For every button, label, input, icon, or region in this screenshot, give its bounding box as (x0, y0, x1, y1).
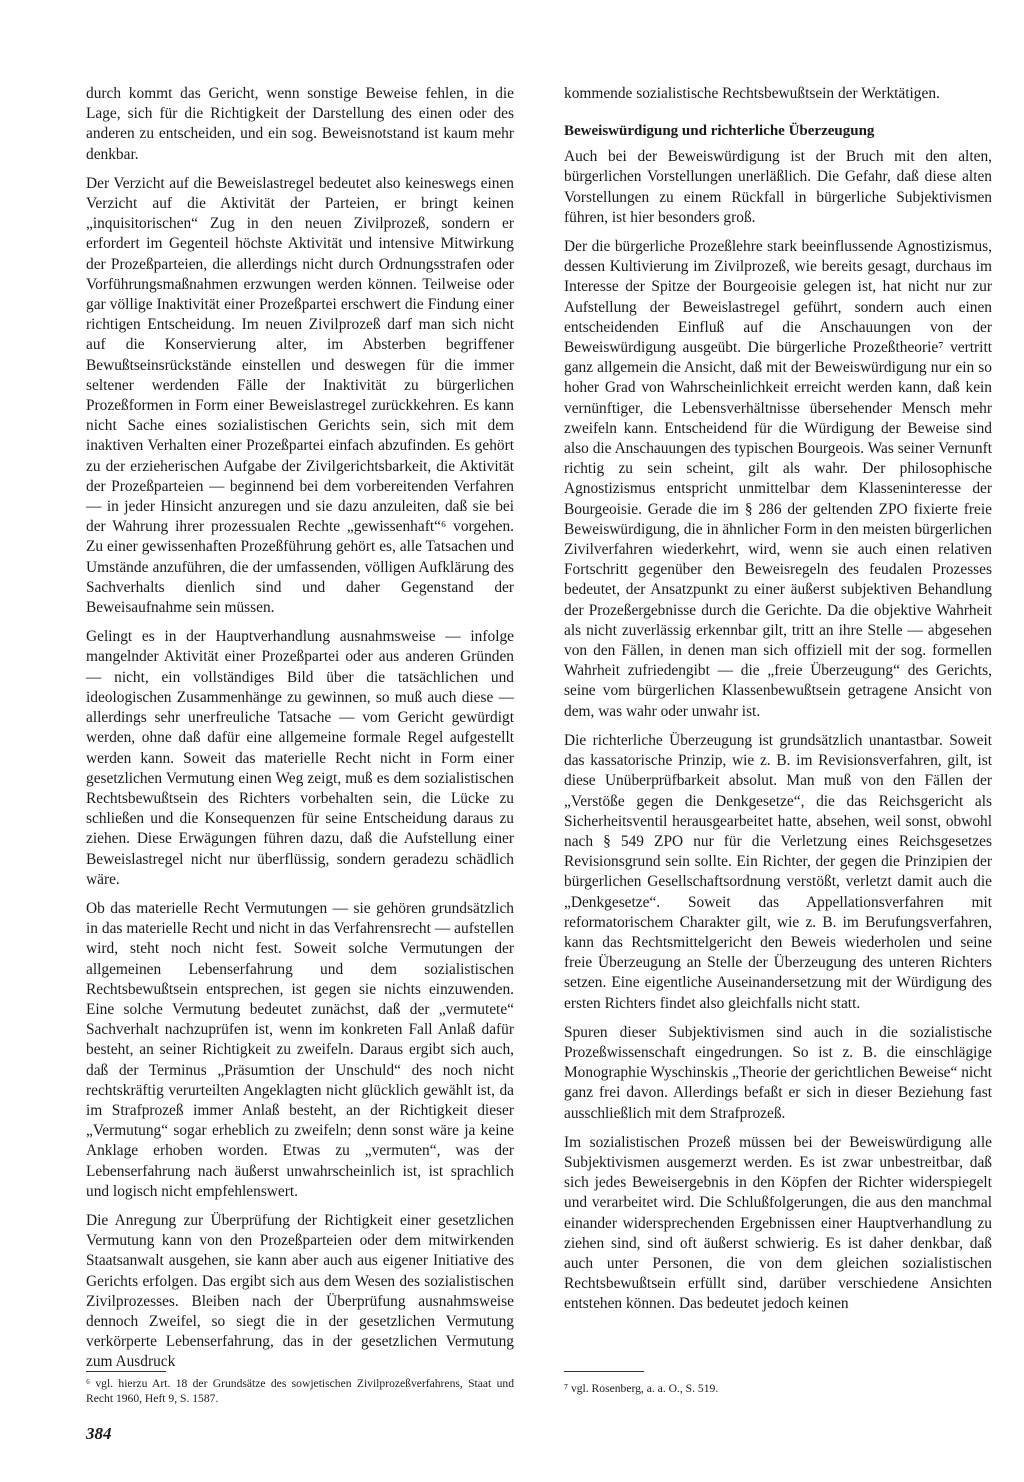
paragraph: Gelingt es in der Hauptverhandlung ausnahmsweise — infolge mangelnder Aktivität einer Prozeßpartei oder aus anderen Gründen — nicht, ein vollständiges Bild über die tatsächlichen und ideologischen Zusammenhänge zu gewinnen, so muß auch diese — allerdings sehr unerfreuliche Tatsache — vom Gericht gewürdigt werden, ohne daß dafür eine allgemeine formale Regel aufgestellt werden kann. Soweit das materielle Recht nicht in Form einer gesetzlichen Vermutung einen Weg zeigt, muß es dem sozialistischen Rechtsbewußtsein des Richters vorbehalten sein, die Lücke zu schließen und die Konsequenzen für seine Entscheidung daraus zu ziehen. Diese Erwägungen führen dazu, daß die Aufstellung einer Beweislastregel nicht nur überflüssig, sondern geradezu schädlich wäre. (86, 628, 514, 888)
paragraph: Auch bei der Beweiswürdigung ist der Bruch mit den alten, bürgerlichen Vorstellungen unerläßlich. Die Gefahr, daß diese alten Vorstellungen zu einem Rückfall in bürgerliche Subjektivismen führen, ist hier besonders groß. (564, 148, 992, 226)
footnote-left: ⁶ vgl. hierzu Art. 18 der Grundsätze des sowjetischen Zivilprozeßverfahrens, Staat und Recht 1960, Heft 9, S. 1587. (86, 1377, 514, 1405)
footnote-divider (86, 1371, 166, 1372)
paragraph: Der die bürgerliche Prozeßlehre stark beeinflussende Agnostizismus, dessen Kultivierung im Zivilprozeß, wie bereits gesagt, durchaus im Interesse der Spitze der Bourgeoisie gelegen ist, hat nicht nur zur Aufstellung der Beweislastregel geführt, sondern auch einen entscheidenden Einfluß auf die Anschauungen von der Beweiswürdigung ausgeübt. Die bürgerliche Prozeßtheorie⁷ vertritt ganz allgemein die Ansicht, daß mit der Beweiswürdigung nur ein so hoher Grad von Wahrscheinlichkeit erreicht werden kann, daß kein vernünftiger, die Lebensverhältnisse übersehender Mensch mehr zweifeln kann. Entscheidend für die Würdigung der Beweise sind also die Anschauungen des typischen Bourgeois. Was seiner Vernunft richtig zu sein scheint, gilt als wahr. Der philosophische Agnostizismus entspricht unmittelbar dem Klasseninteresse der Bourgeoisie. Gerade die im § 286 der geltenden ZPO fixierte freie Beweiswürdigung, die in ähnlicher Form in den meisten bürgerlichen Zivilverfahren wiederkehrt, wird, wenn sie auch einen relativen Fortschritt gegenüber den Beweisregeln des feudalen Prozesses bedeutet, der Ansatzpunkt zu einer äußerst subjektiven Behandlung der Prozeßergebnisse durch die Gerichte. Da die objektive Wahrheit als nicht zuverlässig erkennbar gilt, tritt an ihre Stelle — abgesehen von den Fällen, in denen man sich offiziell mit der sog. formellen Wahrheit zufriedengibt — die „freie Überzeugung“ des Gerichts, seine vom bürgerlichen Klassenbewußtsein getragene Ansicht von dem, was wahr oder unwahr ist. (564, 238, 992, 720)
paragraph: durch kommt das Gericht, wenn sonstige Beweise fehlen, in die Lage, sich für die Richtigkeit der Darstellung des einen oder des anderen zu entscheiden, und ein sog. Beweisnotstand ist kaum mehr denkbar. (86, 85, 514, 163)
paragraph: Die richterliche Überzeugung ist grundsätzlich unantastbar. Soweit das kassatorische Prinzip, wie z. B. im Revisionsverfahren, gilt, ist diese Unüberprüfbarkeit absolut. Man muß von den Fällen der „Verstöße gegen die Denkgesetze“, die das Reichsgericht als Sicherheitsventil herausgearbeitet hatte, absehen, weil sonst, obwohl nach § 549 ZPO nur für die Verletzung eines Reichsgesetzes Revisionsgrund sein sollte. Ein Richter, der gegen die Prinzipien der bürgerlichen Gesellschaftsordnung verstößt, verletzt damit auch die „Denkgesetze“. Soweit das Appellationsverfahren mit reformatorischem Charakter gilt, wie z. B. im Berufungsverfahren, kann das Rechtsmittelgericht den Beweis wiederholen und seine freie Überzeugung an Stelle der Überzeugung des unteren Richters setzen. Eine eigentliche Auseinandersetzung mit der Würdigung des ersten Richters findet also gleichfalls nicht statt. (564, 731, 992, 1012)
paragraph: Der Verzicht auf die Beweislastregel bedeutet also keineswegs einen Verzicht auf die Aktivität der Parteien, er bringt keinen „inquisitorischen“ Zug in den neuen Zivilprozeß, sondern er erfordert im Gegenteil höchste Aktivität und intensive Mitwirkung der Prozeßparteien, die allerdings nicht durch Ordnungsstrafen oder Vorführungsmaßnahmen erzwungen werden können. Teilweise oder gar völlige Inaktivität einer Prozeßpartei erschwert die Findung einer richtigen Entscheidung. Im neuen Zivilprozeß darf man sich nicht auf die Konservierung alter, im Absterben begriffener Bewußtseinsrückstände einstellen und deswegen für die immer seltener werdenden Fälle der Inaktivität zu bürgerlichen Prozeßformen in Form einer Beweislastregel zurückkehren. Es kann nicht Sache eines sozialistischen Gerichts sein, sich mit dem inaktiven Verhalten einer Prozeßpartei einfach abzufinden. Es gehört zu der erzieherischen Aufgabe der Zivilgerichtsbarkeit, die Aktivität der Prozeßparteien — beginnend bei dem vorbereitenden Verfahren — in jeder Hinsicht anzuregen und sie dazu anzuleiten, daß sie bei der Wahrung ihrer prozessualen Rechte „gewissenhaft“⁶ vorgehen. Zu einer gewissenhaften Prozeßführung gehört es, alle Tatsachen und Umstände anzuführen, die der umfassenden, völligen Aufklärung des Sachverhalts dienlich sind und daher Gegenstand der Beweisaufnahme sein müssen. (86, 174, 514, 617)
right-column (564, 84, 992, 1324)
left-column (86, 84, 514, 1382)
paragraph: kommende sozialistische Rechtsbewußtsein der Werktätigen. (564, 85, 940, 102)
paragraph: Im sozialistischen Prozeß müssen bei der Beweiswürdigung alle Subjektivismen ausgemerzt werden. Es ist zwar unbestreitbar, daß sich jedes Beweisergebnis in den Köpfen der Richter widerspiegelt und verarbeitet wird. Die Schlußfolgerungen, die aus den manchmal einander widersprechenden Ergebnissen einer Hauptverhandlung zu ziehen sind, sind oft äußerst schwierig. Es ist daher denkbar, daß auch unter Personen, die von dem gleichen sozialistischen Rechtsbewußtsein erfüllt sind, darüber verschiedene Ansichten entstehen können. Das bedeutet jedoch keinen (564, 1133, 992, 1313)
page-number: 384 (86, 1424, 112, 1443)
paragraph: Die Anregung zur Überprüfung der Richtigkeit einer gesetzlichen Vermutung kann von den Prozeßparteien oder dem mitwirkenden Staatsanwalt ausgehen, sie kann aber auch aus eigener Initiative des Gerichts erfolgen. Das ergibt sich aus dem Wesen des sozialistischen Zivilprozesses. Bleiben nach der Überprüfung ausnahmsweise dennoch Zweifel, so siegt die in der gesetzlichen Vermutung verkörperte Lebenserfahrung, das in der gesetzlichen Vermutung zum Ausdruck (86, 1211, 514, 1371)
paragraph: Ob das materielle Recht Vermutungen — sie gehören grundsätzlich in das materielle Recht und nicht in das Verfahrensrecht — aufstellen wird, steht noch nicht fest. Soweit solche Vermutungen der allgemeinen Lebenserfahrung und dem sozialistischen Rechtsbewußtsein entsprechen, ist gegen sie nichts einzuwenden. Eine solche Vermutung bedeutet zunächst, daß der „vermutete“ Sachverhalt nachzuprüfen ist, wenn im konkreten Fall Anlaß dafür besteht, an seiner Richtigkeit zu zweifeln. Daraus ergibt sich auch, daß der Terminus „Präsumtion der Unschuld“ des noch nicht rechtskräftig verurteilten Angeklagten nicht glücklich gewählt ist, da im Strafprozeß immer Anlaß besteht, an der Richtigkeit dieser „Vermutung“ sogar erheblich zu zweifeln; denn sonst wäre ja keine Anklage erhoben worden. Etwas zu „vermuten“, was der Lebenserfahrung nach äußerst unwahrscheinlich ist, ist sprachlich und logisch nicht empfehlenswert. (86, 899, 514, 1200)
footnote-divider (564, 1371, 644, 1372)
paragraph: Spuren dieser Subjektivismen sind auch in die sozialistische Prozeßwissenschaft eingedrungen. So ist z. B. die einschlägige Monographie Wyschinskis „Theorie der gerichtlichen Beweise“ nicht ganz frei davon. Allerdings befaßt er sich in dieser Beziehung fast ausschließlich mit dem Strafprozeß. (564, 1023, 992, 1122)
section-heading: Beweiswürdigung und richterliche Überzeugung (564, 123, 875, 140)
footnote-right: ⁷ vgl. Rosenberg, a. a. O., S. 519. (564, 1382, 719, 1395)
